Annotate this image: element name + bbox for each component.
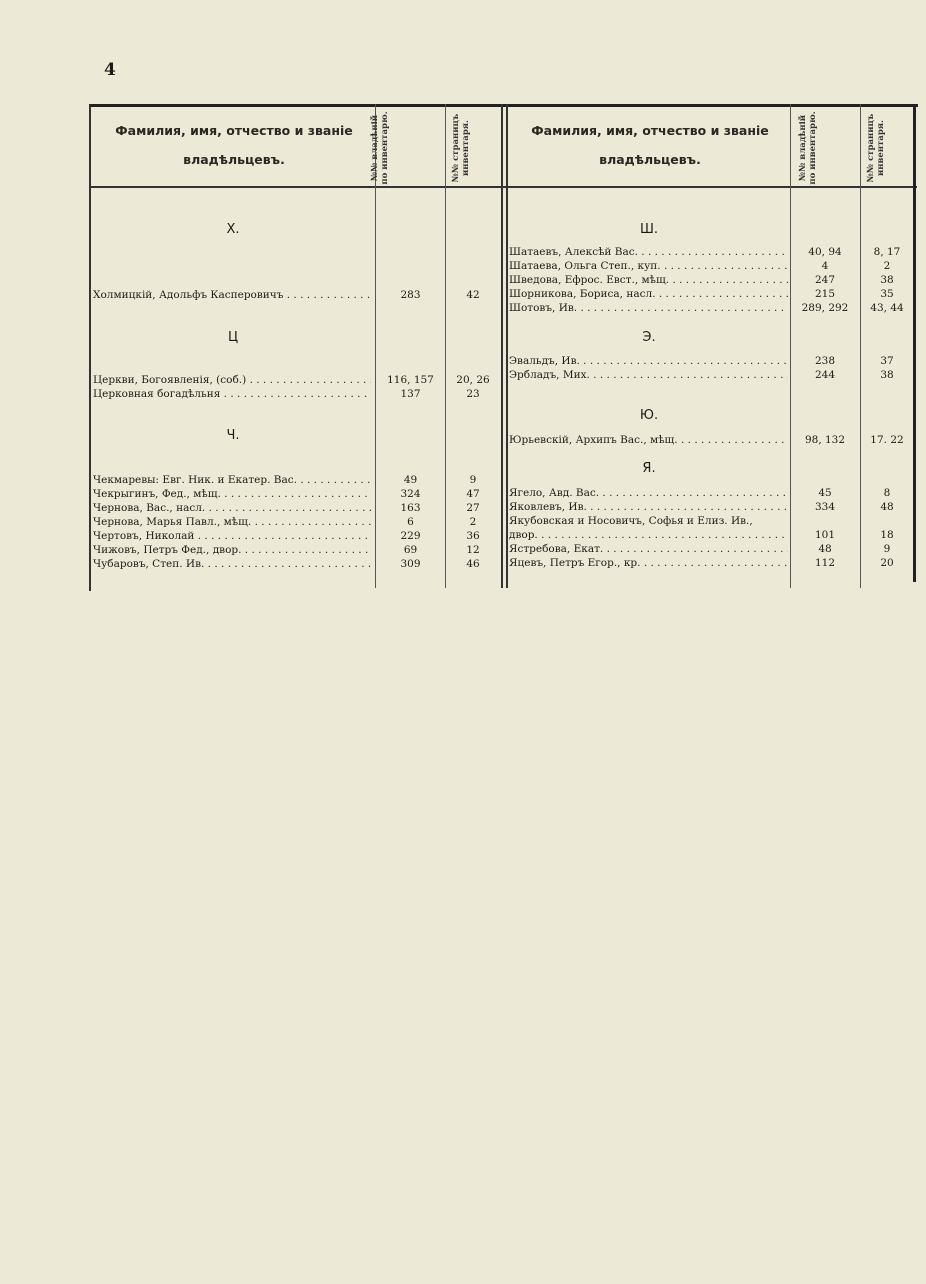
owner-name: двор. . . . — [509, 529, 788, 542]
property-number: 101 — [814, 529, 836, 541]
inventory-page-number: 27 — [466, 502, 480, 514]
section-letter: Я. — [642, 461, 656, 476]
owner-name: Шатаевъ, Алексѣй Вас. . . . — [509, 246, 788, 259]
property-number: 324 — [400, 488, 421, 500]
inventory-page-number: 20 — [880, 557, 894, 569]
left-owner-header: №№ владѣній по инвентарю. — [370, 111, 390, 185]
inventory-page-number: 35 — [880, 288, 894, 300]
owner-name: Яковлевъ, Ив. . . . — [509, 501, 788, 514]
owner-name: Чернова, Вас., насл. . . . — [93, 502, 371, 515]
owner-name: Шорникова, Бориса, насл. . . . — [509, 288, 788, 301]
property-number: 334 — [814, 501, 836, 513]
property-number: 4 — [821, 260, 829, 272]
property-number: 49 — [403, 474, 418, 486]
owner-name: Якубовская и Носовичъ, Софья и Елиз. Ив., — [509, 515, 753, 527]
section-letter: Ю. — [639, 408, 659, 423]
property-number: 69 — [403, 544, 418, 556]
property-number: 116, 157 — [387, 374, 434, 386]
inventory-page-number: 38 — [880, 369, 894, 381]
inventory-page-number: 48 — [880, 501, 894, 513]
inventory-page-number: 2 — [469, 516, 477, 528]
inventory-page-number: 20, 26 — [456, 374, 490, 386]
right-owner-header: №№ владѣній по инвентарю. — [798, 111, 818, 185]
inventory-page-number: 8 — [883, 487, 891, 499]
property-number: 283 — [400, 289, 421, 301]
inventory-page-number: 37 — [880, 355, 894, 367]
center-divider — [506, 104, 508, 588]
property-number: 229 — [400, 530, 421, 542]
property-number: 6 — [407, 516, 414, 528]
property-number: 112 — [814, 557, 836, 569]
property-number: 309 — [400, 558, 421, 570]
property-number: 244 — [814, 369, 836, 381]
inventory-page-number: 9 — [469, 474, 477, 486]
owner-name: Шотовъ, Ив. . . . — [509, 302, 788, 315]
property-number: 48 — [818, 543, 832, 555]
property-number: 45 — [818, 487, 832, 499]
inventory-page-number: 47 — [466, 488, 480, 500]
inventory-page-number: 46 — [466, 558, 480, 570]
inventory-page-number: 36 — [466, 530, 480, 542]
property-number: 289, 292 — [801, 302, 849, 314]
property-number: 137 — [400, 388, 421, 400]
owner-name: Ягело, Авд. Вас. . . . — [509, 487, 788, 500]
section-letter: Х. — [226, 222, 240, 237]
page-number: 4 — [104, 60, 116, 80]
owner-name: Чубаровъ, Степ. Ив. . . . — [93, 558, 371, 571]
owner-name: Чекмаревы: Евг. Ник. и Екатер. Вас. . . . — [93, 474, 371, 487]
table-right-border — [913, 104, 916, 582]
owner-name: Шведова, Ефрос. Евст., мѣщ. . . . — [509, 274, 788, 287]
owner-name: Юрьевскій, Архипъ Вас., мѣщ. . . . — [509, 434, 788, 447]
property-number: 98, 132 — [804, 434, 846, 446]
inventory-page-number: 18 — [880, 529, 894, 541]
owner-name: Эрбладъ, Мих. . . . — [509, 369, 788, 382]
section-letter: Э. — [642, 330, 656, 345]
center-divider — [501, 104, 503, 588]
owner-name: Холмицкій, Адольфъ Касперовичъ . . . — [93, 289, 371, 302]
left-name-header: Фамилия, имя, отчество и званіе владѣльцевъ. — [115, 123, 353, 167]
owner-name: Церкви, Богоявленія, (соб.) . . . — [93, 374, 371, 387]
property-number: 215 — [814, 288, 836, 300]
right-page-header: №№ страницъ инвентаря. — [866, 113, 886, 183]
inventory-page-number: 12 — [466, 544, 480, 556]
property-number: 247 — [814, 274, 836, 286]
property-number: 238 — [814, 355, 836, 367]
owner-name: Чернова, Марья Павл., мѣщ. . . . — [93, 516, 371, 529]
inventory-page-number: 9 — [883, 543, 891, 555]
column-divider — [860, 104, 861, 588]
owner-name: Церковная богадѣльня . . . — [93, 388, 371, 401]
owner-name: Эвальдъ, Ив. . . . — [509, 355, 788, 368]
inventory-page-number: 43, 44 — [870, 302, 904, 314]
owner-name: Чертовъ, Николай . . . — [93, 530, 371, 543]
header-divider — [89, 186, 917, 188]
inventory-page-number: 8, 17 — [873, 246, 901, 258]
property-number: 163 — [400, 502, 421, 514]
inventory-page-number: 42 — [466, 289, 480, 301]
left-page-header: №№ страницъ инвентаря. — [451, 113, 471, 183]
inventory-page-number: 38 — [880, 274, 894, 286]
right-name-header: Фамилия, имя, отчество и званіе владѣльцевъ. — [531, 123, 769, 167]
owner-name: Чижовъ, Петръ Фед., двор. . . . — [93, 544, 371, 557]
owner-name: Шатаева, Ольга Степ., куп. . . . — [509, 260, 788, 273]
inventory-page-number: 17. 22 — [870, 434, 904, 446]
property-number: 40, 94 — [808, 246, 842, 258]
owner-name: Яцевъ, Петръ Егор., кр. . . . — [509, 557, 788, 570]
section-letter: Ш. — [639, 222, 659, 237]
section-letter: Ч. — [226, 428, 240, 443]
inventory-page-number: 23 — [466, 388, 480, 400]
inventory-page-number: 2 — [883, 260, 891, 272]
column-divider — [445, 104, 446, 588]
owner-name: Чекрыгинъ, Фед., мѣщ. . . . — [93, 488, 371, 501]
owner-name: Ястребова, Екат. . . . — [509, 543, 788, 556]
column-divider — [790, 104, 791, 588]
section-letter: Ц — [227, 330, 239, 345]
